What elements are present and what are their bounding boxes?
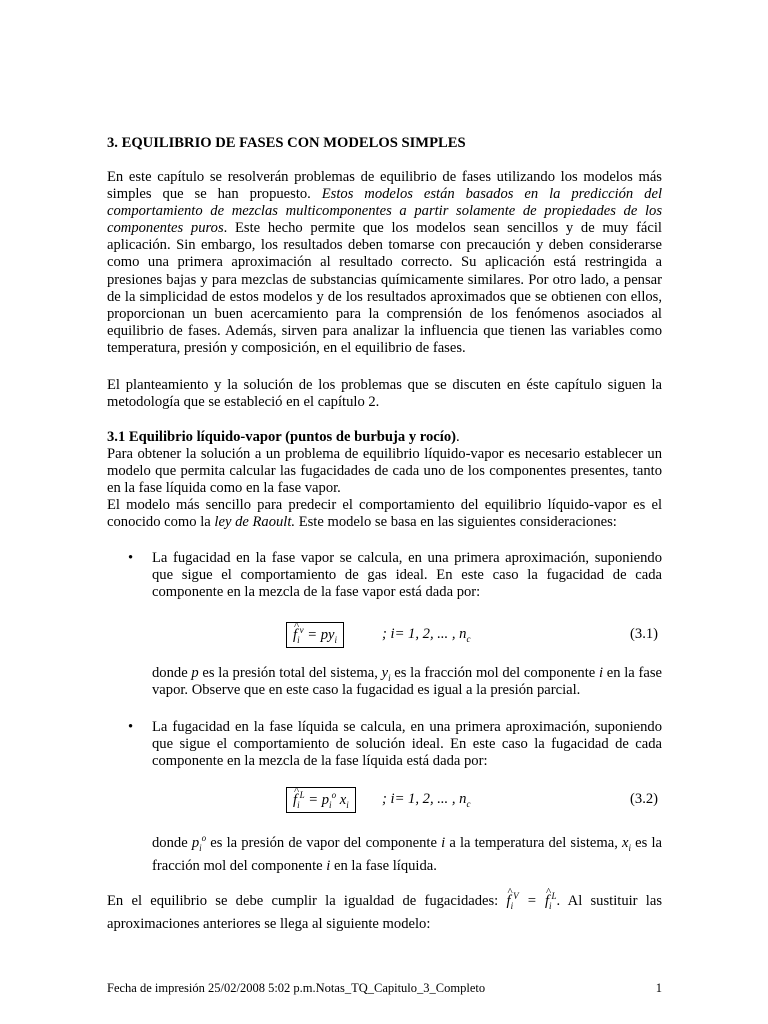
equation-3-1 [107, 622, 662, 648]
equation-3-2 [107, 787, 662, 813]
equation-3-1-formula: ^ $f_i^v = py_i$ [286, 622, 344, 648]
intro-emphasis: Estos modelos están basados en la predicción del comportamiento de mezclas multicomponentes a partir solamente de propiedades de los componentes puros [107, 186, 662, 237]
equation-3-2-condition: ; i= 1, 2, ... , $n_c$ [382, 791, 471, 809]
chapter-heading: 3. EQUILIBRIO DE FASES CON MODELOS SIMPLES [107, 135, 466, 151]
bullet-liquid-text: La fugacidad en la fase líquida se calcula, en una primera aproximación, suponiendo que sigue el comportamiento de solución ideal. En este caso la fugacidad de cada componente en la mezcla de la fase líquida está dada por: [152, 719, 662, 770]
raoult-law: ley de Raoult. [214, 514, 296, 531]
page-number: 1 [655, 981, 662, 995]
equation-3-2-number: (3.2) [630, 791, 658, 807]
page-footer [107, 980, 662, 997]
equilibrium-paragraph: En el equilibrio se debe cumplir la igualdad de fugacidades: ^ $f_i^V$ = ^ $f_i^L$. Al sustituir las aproximaciones anteriores se llega al siguiente modelo: [107, 890, 662, 936]
bullet-icon: • [128, 550, 134, 566]
intro-text-1: En este capítulo se resolverán problemas de equilibrio de fases utilizando los modelos más simples que se han propuesto. [107, 169, 662, 203]
section-paragraph-1: Para obtener la solución a un problema de equilibrio líquido-vapor es necesario establecer un modelo que permita calcular las fugacidades de cada uno de los componentes presentes, tanto en la fase líquida como en la fase vapor. [107, 446, 662, 497]
footer-text: Fecha de impresión 25/02/2008 5:02 p.m.Notas_TQ_Capitulo_3_Completo [107, 981, 486, 995]
equation-3-1-number: (3.1) [630, 626, 658, 642]
intro-paragraph [107, 169, 662, 357]
vapor-explanation: donde p es la presión total del sistema, $y_i$ es la fracción mol del componente i en la fase vapor. Observe que en este caso la fugacidad es igual a la presión parcial. [152, 665, 662, 699]
bullet-vapor [128, 550, 662, 601]
liquid-explanation: donde $p_i^o$ es la presión de vapor del componente i a la temperatura del sistema, $x_i$ es la fracción mol del componente i en la fase líquida. [152, 833, 662, 874]
equation-3-1-condition: ; i= 1, 2, ... , $n_c$ [382, 626, 471, 644]
section-title-period: . [455, 429, 460, 445]
equation-3-2-formula: ^ $f_i^L = p_i^o$ $x_i$ [286, 787, 356, 813]
intro-text-2: . Este hecho permite que los modelos sean sencillos y de muy fácil aplicación. Sin embargo, los resultados deben tomarse con precaución y deben considerarse como una primera aproximación al resultado correcto. Su aplicación está restringida a presiones bajas y para mezclas de substancias químicamente similares. Por otro lado, a pensar de la simplicidad de estos modelos y de los resultados aproximados que se obtienen con ellos, proporcionan un buen acercamiento para la comprensión de los fenómenos asociados al equilibrio de fases. Además, sirven para analizar la influencia que tienen las variables como temperatura, presión y composición, en el equilibrio de fases. [107, 220, 662, 356]
section-p2-a: El modelo más sencillo para predecir el comportamiento del equilibrio líquido-vapor es el conocido como la [107, 497, 662, 531]
section-title: 3.1 Equilibrio líquido-vapor (puntos de burbuja y rocío) [107, 429, 456, 445]
section-3-1 [107, 429, 662, 532]
bullet-liquid [128, 719, 662, 770]
methodology-paragraph: El planteamiento y la solución de los problemas que se discuten en éste capítulo siguen la metodología que se estableció en el capítulo 2. [107, 377, 662, 411]
bullet-icon: • [128, 719, 134, 735]
section-paragraph-2 [107, 497, 662, 531]
section-p2-b: Este modelo se basa en las siguientes consideraciones: [295, 514, 617, 531]
bullet-vapor-text: La fugacidad en la fase vapor se calcula, en una primera aproximación, suponiendo que sigue el comportamiento de gas ideal. En este caso la fugacidad de cada componente en la mezcla de la fase vapor está dada por: [152, 550, 662, 601]
